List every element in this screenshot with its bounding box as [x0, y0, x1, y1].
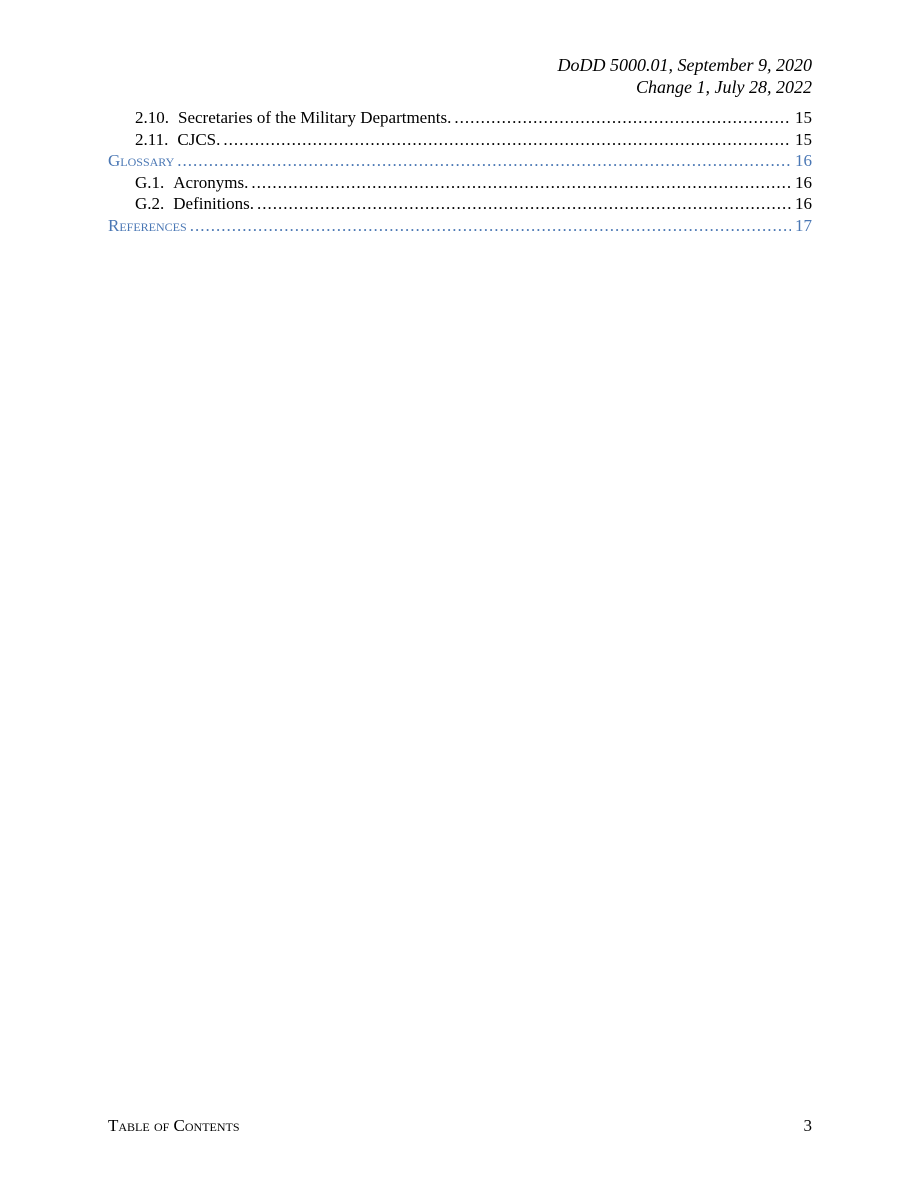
header-change-date: Change 1, July 28, 2022: [636, 77, 812, 97]
toc-link-glossary[interactable]: [108, 151, 812, 173]
toc-dot-leader: [177, 151, 791, 171]
toc-entry-page: 15: [795, 108, 812, 127]
toc-dot-leader: [223, 130, 791, 150]
toc-entry-g-2[interactable]: [108, 194, 812, 216]
page-header: [558, 54, 812, 98]
toc-entry-2-11[interactable]: [108, 130, 812, 152]
table-of-contents: [108, 108, 812, 238]
toc-entry-number: 2.10.: [135, 108, 169, 127]
toc-entry-page: 16: [795, 194, 812, 214]
footer-section-title: Table of Contents: [108, 1116, 240, 1135]
toc-entry-page: 16: [795, 172, 812, 192]
toc-dot-leader: [190, 216, 791, 236]
toc-entry-g-1[interactable]: [108, 173, 812, 195]
toc-entry-page: 16: [795, 151, 812, 171]
toc-dot-leader: [257, 194, 791, 214]
header-document-id: DoDD 5000.01, September 9, 2020: [557, 55, 812, 75]
toc-entry-number: G.1.: [135, 172, 165, 192]
toc-entry-title: CJCS.: [177, 129, 221, 149]
toc-entry-page: 15: [795, 129, 812, 149]
toc-dot-leader: [251, 173, 791, 193]
toc-entry-number: G.2.: [135, 194, 165, 214]
footer-page-number: 3: [803, 1116, 812, 1135]
toc-entry-title: Glossary: [108, 151, 175, 171]
toc-entry-title: Definitions.: [173, 194, 255, 214]
toc-entry-title: References: [108, 215, 187, 235]
toc-entry-title: Secretaries of the Military Departments.: [178, 108, 452, 127]
toc-dot-leader: [454, 108, 791, 128]
toc-entry-number: 2.11.: [135, 129, 169, 149]
toc-entry-title: Acronyms.: [173, 172, 249, 192]
toc-entry-page: 17: [795, 215, 812, 235]
toc-link-references[interactable]: [108, 216, 812, 238]
toc-entry-2-10[interactable]: [108, 108, 812, 130]
page-footer: [108, 1116, 812, 1136]
